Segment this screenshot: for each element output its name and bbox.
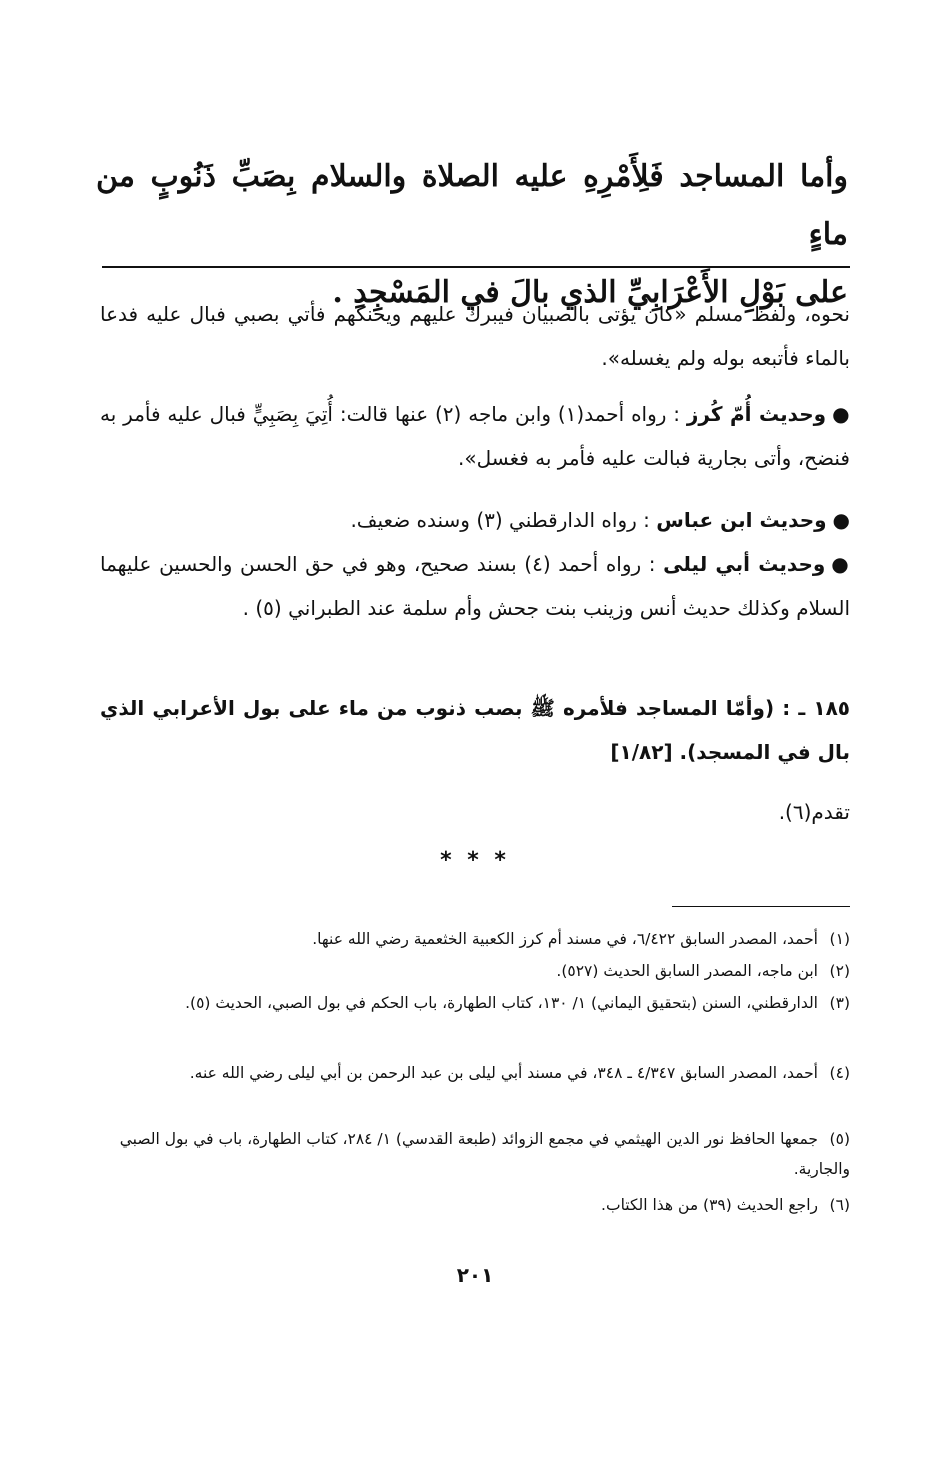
- paragraph-abi-layla: [100, 542, 850, 630]
- footnote-text: جمعها الحافظ نور الدين الهيثمي في مجمع الزوائد (طبعة القدسي) ١/ ٢٨٤، كتاب الطهارة، باب في بول الصبي والجارية.: [119, 1130, 850, 1178]
- footnote-number: (٥): [829, 1130, 850, 1148]
- paragraph-umm-kurz: [100, 392, 850, 480]
- footnote-number: (٣): [829, 994, 850, 1012]
- footnote-number: (٢): [829, 962, 850, 980]
- section-divider: [102, 266, 850, 268]
- paragraph-muslim-wording: نحوه، ولفظ مسلم «كان يؤتى بالصبيان فيبرك عليهم ويحنكهم فأتي بصبي فبال عليه فدعا بالماء فأتبعه بوله ولم يغسله».: [100, 302, 850, 370]
- hadith-lead: وحديث ابن عباس: [656, 508, 827, 532]
- footnote-number: (٤): [829, 1064, 850, 1082]
- quote-line-1: وأما المساجد فَلِأَمْرِهِ عليه الصلاة والسلام بِصَبِّ ذَنُوبٍ من ماءٍ: [96, 159, 848, 252]
- hadith-lead: وحديث أُمّ كُرز: [686, 402, 827, 426]
- section-separator: * * *: [440, 848, 510, 873]
- footnote-1: [100, 924, 850, 954]
- footnote-number: (١): [829, 930, 850, 948]
- see-previous-note: تقدم(٦).: [778, 800, 850, 824]
- footnote-text: أحمد، المصدر السابق ٦/٤٢٢، في مسند أم كرز الكعبية الخثعمية رضي الله عنها.: [312, 930, 818, 948]
- footnote-divider: [672, 906, 850, 907]
- bullet-icon: ●: [831, 552, 850, 576]
- footnote-5: [100, 1124, 850, 1184]
- page-number: ٢٠١: [456, 1263, 494, 1287]
- entry-185: ١٨٥ ـ : (وأمّا المساجد فلأمره ﷺ بصب ذنوب من ماء على بول الأعرابي الذي بال في المسجد). [١/٨٢]: [100, 696, 850, 764]
- footnote-4: [100, 1058, 850, 1088]
- footnote-text: أحمد، المصدر السابق ٤/٣٤٧ ـ ٣٤٨، في مسند أبي ليلى بن عبد الرحمن بن أبي ليلى رضي الله عنه.: [189, 1064, 818, 1082]
- paragraph-ibn-abbas: [100, 498, 850, 542]
- footnote-2: [100, 956, 850, 986]
- hadith-text: : رواه أحمد(١) وابن ماجه (٢) عنها قالت: أُتِيَ بِصَبِيٍّ فبال عليه فأمر به فنضح، وأتى بجارية فبالت عليه فأمر به فغسل».: [100, 402, 850, 470]
- quote-line-2: على بَوْلِ الأَعْرَابِيِّ الذي بالَ في المَسْجِدِ .: [332, 275, 848, 310]
- footnote-text: ابن ماجه، المصدر السابق الحديث (٥٢٧).: [556, 962, 818, 980]
- bullet-icon: ●: [832, 508, 850, 532]
- hadith-text: : رواه الدارقطني (٣) وسنده ضعيف.: [350, 508, 650, 532]
- footnote-number: (٦): [829, 1196, 850, 1214]
- footnote-3: [100, 988, 850, 1018]
- hadith-lead: وحديث أبي ليلى: [663, 552, 826, 576]
- footnote-text: الدارقطني، السنن (بتحقيق اليماني) ١/ ١٣٠، كتاب الطهارة، باب الحكم في بول الصبي، الحديث (٥).: [185, 994, 818, 1012]
- footnote-text: راجع الحديث (٣٩) من هذا الكتاب.: [601, 1196, 818, 1214]
- hadith-text: : رواه أحمد (٤) بسند صحيح، وهو في حق الحسن والحسين عليهما السلام وكذلك حديث أنس وزينب بنت جحش وأم سلمة عند الطبراني (٥) .: [100, 552, 850, 620]
- footnote-6: [100, 1190, 850, 1220]
- bullet-icon: ●: [832, 402, 851, 426]
